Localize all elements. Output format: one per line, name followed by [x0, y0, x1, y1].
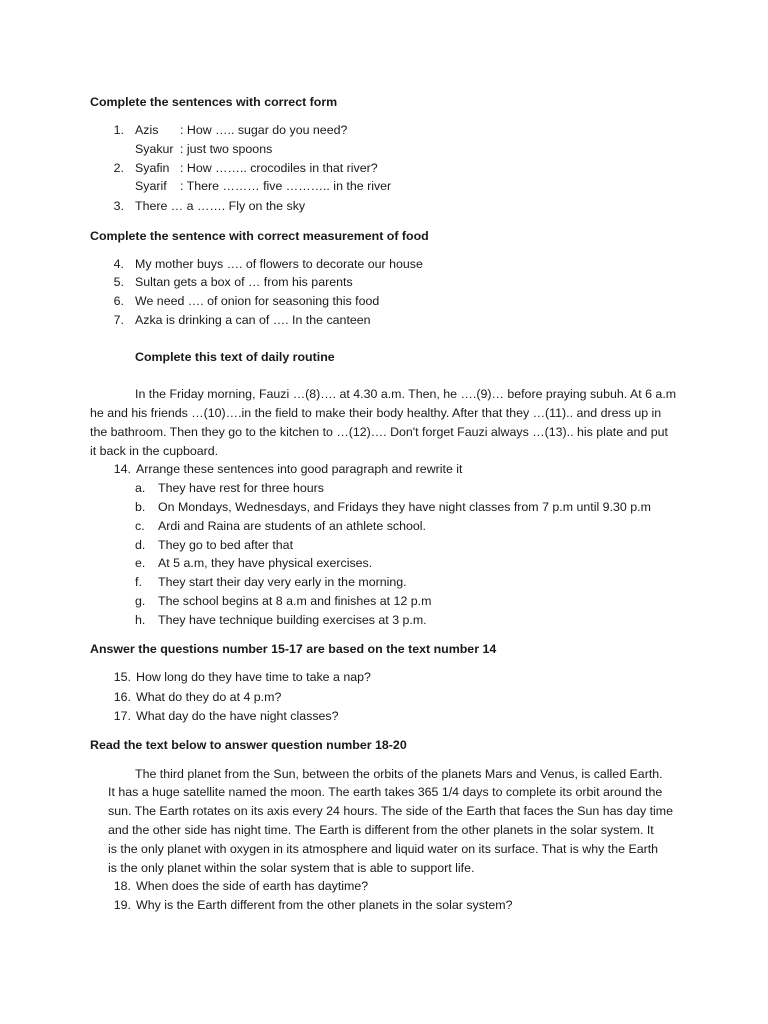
sub-item-text: Ardi and Raina are students of an athlete school. — [158, 519, 426, 533]
item-text: What do they do at 4 p.m? — [136, 690, 282, 704]
item-text: Azka is drinking a can of …. In the canteen — [135, 313, 371, 327]
paragraph-line: is the only planet within the solar system that is able to support life. — [108, 861, 475, 875]
paragraph-line: In the Friday morning, Fauzi …(8)…. at 4.30 a.m. Then, he ….(9)… before praying subuh. At 6 a.m — [135, 387, 677, 401]
sub-item-text: The school begins at 8 a.m and finishes at 12 p.m — [158, 594, 432, 608]
item-number: 14. — [113, 462, 131, 476]
sub-item-text: They go to bed after that — [158, 538, 294, 552]
sub-item-letter: d. — [135, 538, 146, 552]
item-number: 15. — [113, 670, 131, 684]
paragraph-line: and the other side has night time. The Earth is different from the other planets in the solar system. It — [108, 823, 654, 837]
sub-item-letter: e. — [135, 556, 146, 570]
item-number: 19. — [113, 898, 131, 912]
paragraph-line: it back in the cupboard. — [90, 444, 219, 458]
item-number: 3. — [113, 199, 124, 213]
sub-item-letter: b. — [135, 500, 146, 514]
paragraph-line: It has a huge satellite named the moon. The earth takes 365 1/4 days to complete its orbit around the — [108, 785, 663, 799]
section-heading: Complete the sentences with correct form — [90, 95, 338, 109]
section-heading: Complete this text of daily routine — [135, 350, 335, 364]
item-text: What day do the have night classes? — [136, 709, 339, 723]
item-text: My mother buys …. of flowers to decorate our house — [135, 257, 423, 271]
paragraph-line: is the only planet with oxygen in its atmosphere and liquid water on its surface. That is why the Earth — [108, 842, 659, 856]
dialogue-line: : How ….. sugar do you need? — [180, 123, 348, 137]
sub-item-text: At 5 a.m, they have physical exercises. — [158, 556, 373, 570]
sub-item-text: They have rest for three hours — [158, 481, 324, 495]
item-number: 16. — [113, 690, 131, 704]
speaker-name: Syakur — [135, 142, 174, 156]
sub-item-letter: f. — [135, 575, 142, 589]
paragraph-line: The third planet from the Sun, between the orbits of the planets Mars and Venus, is called Earth. — [135, 767, 663, 781]
item-number: 1. — [113, 123, 124, 137]
paragraph-line: he and his friends …(10)….in the field to make their body healthy. After that they …(11).. and dress up in — [90, 406, 662, 420]
item-number: 2. — [113, 161, 124, 175]
section-heading: Answer the questions number 15-17 are based on the text number 14 — [90, 642, 497, 656]
item-text: Why is the Earth different from the other planets in the solar system? — [136, 898, 513, 912]
item-number: 6. — [113, 294, 124, 308]
sub-item-text: They have technique building exercises at 3 p.m. — [158, 613, 427, 627]
sub-item-text: They start their day very early in the morning. — [158, 575, 407, 589]
item-number: 18. — [113, 879, 131, 893]
item-text: There … a ……. Fly on the sky — [135, 199, 306, 213]
item-text: Sultan gets a box of … from his parents — [135, 275, 353, 289]
sub-item-text: On Mondays, Wednesdays, and Fridays they have night classes from 7 p.m until 9.30 p.m — [158, 500, 651, 514]
section-heading: Read the text below to answer question number 18-20 — [90, 738, 407, 752]
sub-item-letter: g. — [135, 594, 146, 608]
paragraph-line: sun. The Earth rotates on its axis every 24 hours. The side of the Earth that faces the Sun has day time — [108, 804, 674, 818]
speaker-name: Syarif — [135, 179, 167, 193]
paragraph-line: the bathroom. Then they go to the kitchen to …(12)…. Don't forget Fauzi always …(13).. his plate and put — [90, 425, 668, 439]
item-text: How long do they have time to take a nap? — [136, 670, 371, 684]
item-text: Arrange these sentences into good paragraph and rewrite it — [136, 462, 463, 476]
dialogue-line: : just two spoons — [180, 142, 273, 156]
section-heading: Complete the sentence with correct measurement of food — [90, 229, 429, 243]
item-number: 5. — [113, 275, 124, 289]
sub-item-letter: c. — [135, 519, 145, 533]
item-number: 7. — [113, 313, 124, 327]
speaker-name: Syafin — [135, 161, 170, 175]
item-number: 17. — [113, 709, 131, 723]
dialogue-line: : There ……… five ……….. in the river — [180, 179, 392, 193]
sub-item-letter: h. — [135, 613, 146, 627]
speaker-name: Azis — [135, 123, 159, 137]
dialogue-line: : How …….. crocodiles in that river? — [180, 161, 378, 175]
sub-item-letter: a. — [135, 481, 146, 495]
item-text: We need …. of onion for seasoning this food — [135, 294, 380, 308]
item-number: 4. — [113, 257, 124, 271]
item-text: When does the side of earth has daytime? — [136, 879, 369, 893]
